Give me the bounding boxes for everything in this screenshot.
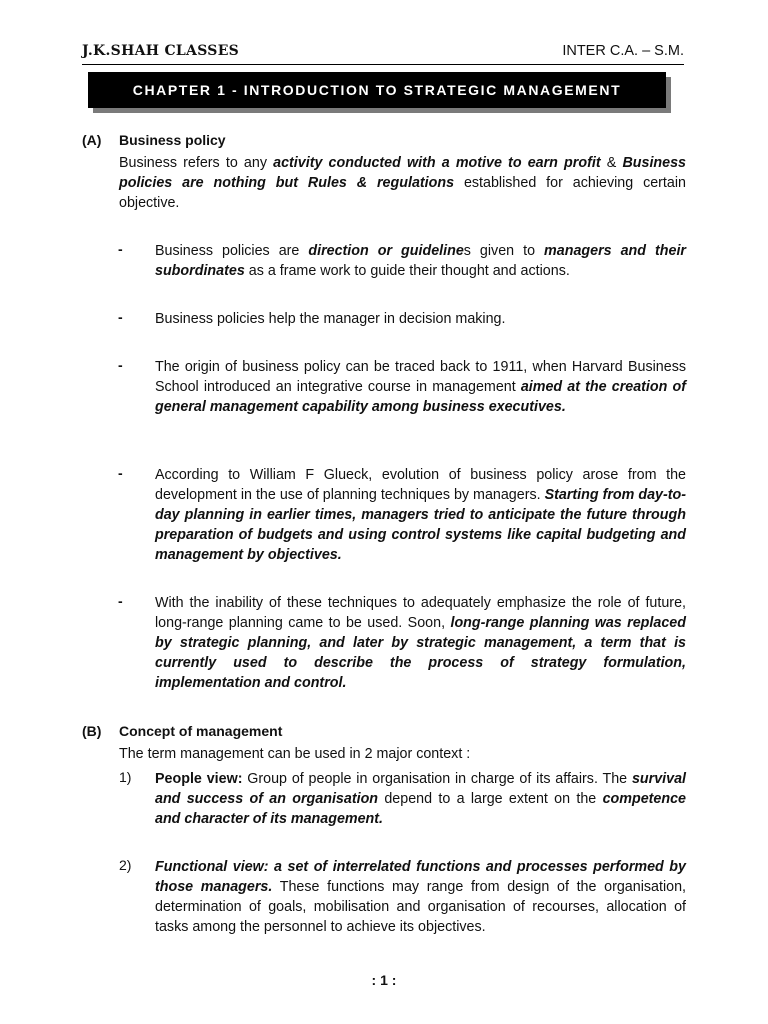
text-run: as a frame work to guide their thought and actions. [244, 263, 570, 279]
page-number: : 1 : [371, 972, 397, 988]
section-a-title: Business policy [119, 132, 226, 148]
chapter-title: CHAPTER 1 - INTRODUCTION TO STRATEGIC MANAGEMENT [88, 72, 666, 108]
bullet-marker: - [118, 465, 123, 481]
text-run: These functions may range from design of the organisation, determination of goals, mobilisation and organisation of recourses, allocation of tasks among the personnel to achieve its objectives. [155, 879, 686, 935]
section-b-intro: The term management can be used in 2 major context : [119, 746, 471, 762]
item-text [155, 857, 686, 937]
section-a-label: (A) [82, 132, 102, 148]
bullet-text [155, 593, 686, 693]
header-rule [82, 64, 684, 65]
emphasis-text: Functional view: a set of interrelated functions and processes performed by those managers. [155, 859, 686, 895]
emphasis-text: Business policies are nothing but Rules & regulations [119, 155, 687, 191]
text-run: established for achieving certain objective. [119, 175, 686, 211]
item-text [155, 769, 686, 829]
item-number: 1) [119, 769, 132, 785]
emphasis-text: managers and their subordinates [155, 243, 686, 279]
bullet-text [155, 357, 686, 417]
text-run: According to William F Glueck, evolution of business policy arose from the development in the use of planning techniques by managers. [155, 467, 686, 503]
header-right: INTER C.A. – S.M. [562, 43, 684, 59]
bullet-marker: - [118, 593, 123, 609]
text-run: Business policies are [155, 243, 309, 259]
text-run: The origin of business policy can be traced back to 1911, when Harvard Business School introduced an integrative course in management [155, 359, 686, 395]
section-b-title: Concept of management [119, 723, 283, 739]
text-run: Group of people in organisation in charge of its affairs. The [242, 771, 632, 787]
text-run: With the inability of these techniques to adequately emphasize the role of future, long-range planning came to be used. Soon, [155, 595, 686, 631]
emphasis-text: aimed at the creation of general management capability among business executives. [155, 379, 687, 415]
bullet-marker: - [118, 357, 123, 373]
emphasis-text: survival and success of an organisation [155, 771, 686, 807]
bullet-marker: - [118, 309, 123, 325]
bullet-marker: - [118, 241, 123, 257]
text-run: Business policies help the manager in decision making. [155, 311, 506, 327]
emphasis-text: activity conducted with a motive to earn profit [273, 155, 601, 171]
text-run: & [600, 155, 623, 171]
text-run: depend to a large extent on the [378, 791, 603, 807]
bullet-text [155, 309, 686, 329]
item-number: 2) [119, 857, 132, 873]
section-a-intro [119, 153, 686, 213]
emphasis-text: Starting from day-to-day planning in earlier times, managers tried to anticipate the future through preparation of budgets and using control systems like capital budgeting and management by objectives. [155, 487, 686, 563]
emphasis-text: competence and character of its management. [155, 791, 687, 827]
section-b-label: (B) [82, 723, 102, 739]
bullet-text [155, 241, 686, 281]
emphasis-text: People view: [155, 771, 243, 787]
emphasis-text: long-range planning was replaced by strategic planning, and later by strategic management, a term that is currently used to describe the process of strategy formulation, implementation and control. [155, 615, 686, 691]
text-run: Business refers to any [119, 155, 274, 171]
emphasis-text: direction or guideline [308, 243, 464, 259]
bullet-text [155, 465, 686, 565]
text-run: s given to [463, 243, 545, 259]
header-left: J.K.SHAH CLASSES [82, 43, 240, 59]
